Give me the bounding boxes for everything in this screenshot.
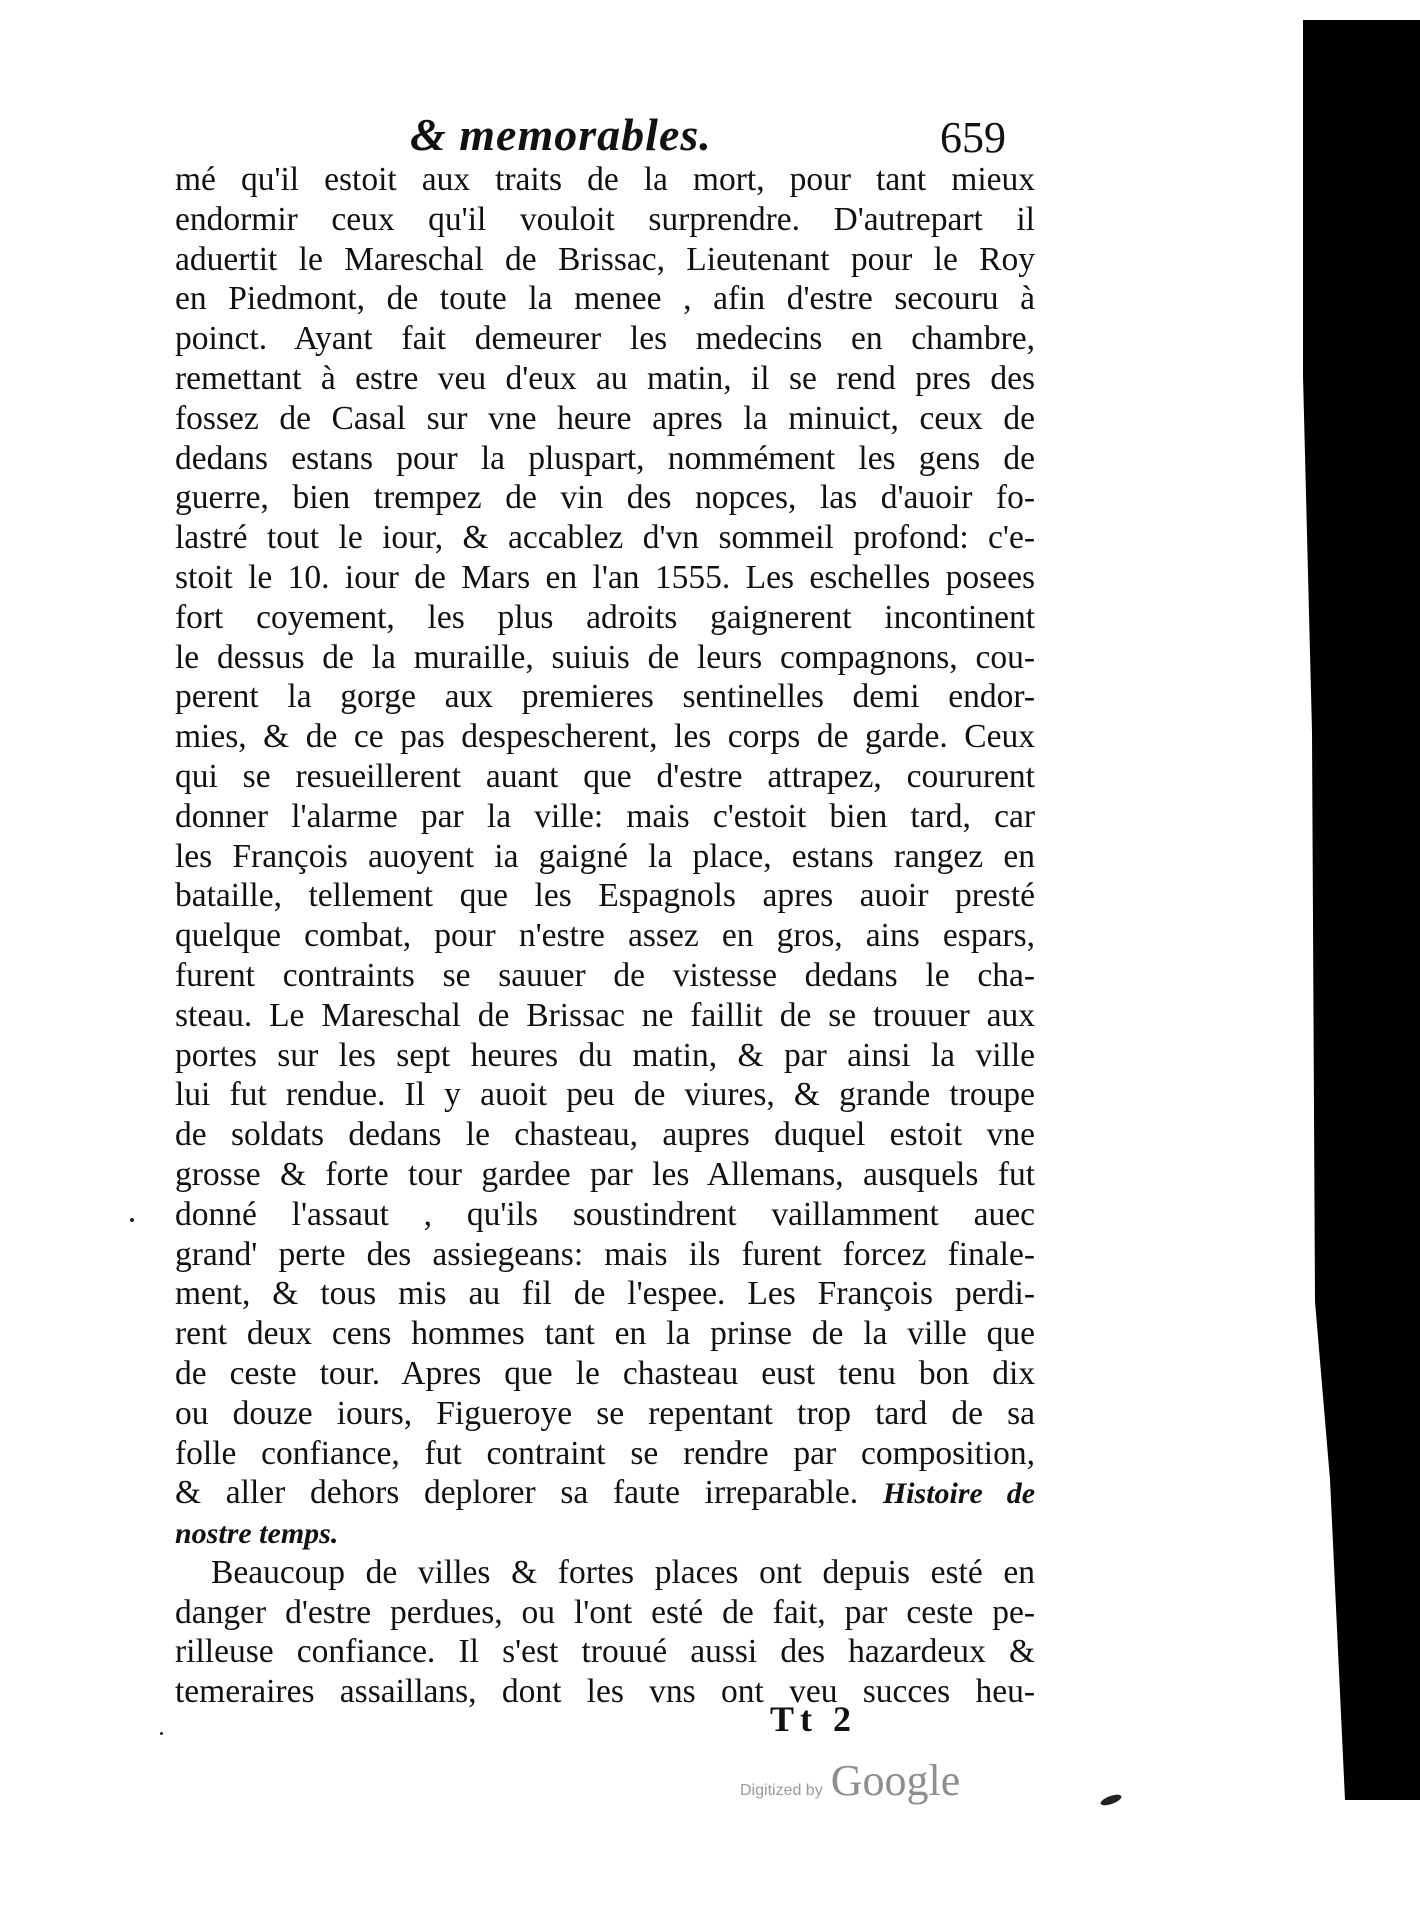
text-line: & aller dehors deplorer sa faute irreparable.	[175, 1474, 859, 1512]
text-line: poinct. Ayant fait demeurer les medecins en chambre,	[175, 320, 1035, 358]
text-line: bataille, tellement que les Espagnols apres auoir presté	[175, 877, 1035, 915]
text-line: guerre, bien trempez de vin des nopces, las d'auoir fo-	[175, 479, 1035, 517]
watermark-logo: Google	[830, 1756, 961, 1805]
text-line: en Piedmont, de toute la menee , afin d'estre secouru à	[175, 280, 1035, 318]
watermark-prefix: Digitized by	[740, 1782, 823, 1799]
source-note-continued	[175, 1513, 1035, 1553]
text-line: grand' perte des assiegeans: mais ils furent forcez finale-	[175, 1235, 1035, 1273]
text-line: furent contraints se sauuer de vistesse dedans le cha-	[175, 956, 1035, 994]
text-line: rilleuse confiance. Il s'est trouué aussi des hazardeux &	[175, 1633, 1035, 1671]
text-line: les François auoyent ia gaigné la place, estans rangez en	[175, 837, 1035, 875]
text-line: mé qu'il estoit aux traits de la mort, pour tant mieux	[175, 161, 1035, 198]
text-line: donner l'alarme par la ville: mais c'estoit bien tard, car	[175, 797, 1035, 835]
text-line: ment, & tous mis au fil de l'espee. Les François perdi-	[175, 1275, 1035, 1313]
text-line: endormir ceux qu'il vouloit surprendre. D'autrepart il	[175, 200, 1035, 238]
text-line: steau. Le Mareschal de Brissac ne faillit de se trouuer aux	[175, 996, 1035, 1034]
text-line: danger d'estre perdues, ou l'ont esté de fait, par ceste pe-	[175, 1593, 1035, 1631]
text-line: folle confiance, fut contraint se rendre par composition,	[175, 1434, 1035, 1472]
source-note: Histoire de	[882, 1477, 1036, 1511]
text-line: remettant à estre veu d'eux au matin, il se rend pres des	[175, 359, 1035, 397]
text-line: dedans estans pour la pluspart, nommément les gens de	[175, 439, 1035, 477]
text-line: quelque combat, pour n'estre assez en gros, ains espars,	[175, 917, 1035, 955]
signature-mark: Tt 2	[770, 1699, 857, 1739]
text-line: lastré tout le iour, & accablez d'vn sommeil profond: c'e-	[175, 519, 1035, 557]
text-line: le dessus de la muraille, suiuis de leurs compagnons, cou-	[175, 638, 1035, 676]
text-line: temeraires assaillans, dont les vns ont veu succes heu-	[175, 1673, 1035, 1711]
text-line: grosse & forte tour gardee par les Allemans, ausquels fut	[175, 1155, 1035, 1193]
ink-speck	[1099, 1792, 1122, 1807]
ink-speck	[130, 1218, 134, 1222]
body-text	[175, 160, 1035, 1712]
source-note: nostre temps.	[175, 1517, 339, 1551]
text-line: ou douze iours, Figueroye se repentant trop tard de sa	[175, 1394, 1035, 1432]
text-line: fossez de Casal sur vne heure apres la minuict, ceux de	[175, 399, 1035, 437]
book-binding-shadow	[1270, 20, 1420, 1800]
text-line: aduertit le Mareschal de Brissac, Lieutenant pour le Roy	[175, 240, 1035, 278]
text-line: mies, & de ce pas despescherent, les corps de garde. Ceux	[175, 718, 1035, 756]
text-line-with-source	[175, 1473, 1035, 1513]
text-line: Beaucoup de villes & fortes places ont depuis esté en	[211, 1553, 1035, 1591]
page-number: 659	[940, 113, 1006, 162]
running-title: & memorables.	[410, 109, 712, 160]
ink-speck	[160, 1732, 163, 1735]
text-line: portes sur les sept heures du matin, & par ainsi la ville	[175, 1036, 1035, 1074]
text-line: rent deux cens hommes tant en la prinse de la ville que	[175, 1315, 1035, 1353]
text-line: donné l'assaut , qu'ils soustindrent vaillamment auec	[175, 1195, 1035, 1233]
text-line: qui se resueillerent auant que d'estre attrapez, coururent	[175, 757, 1035, 795]
text-line: perent la gorge aux premieres sentinelles demi endor-	[175, 678, 1035, 716]
text-line: fort coyement, les plus adroits gaignerent incontinent	[175, 598, 1035, 636]
digitized-watermark	[740, 1755, 960, 1806]
text-line: stoit le 10. iour de Mars en l'an 1555. Les eschelles posees	[175, 558, 1035, 596]
text-line: de soldats dedans le chasteau, aupres duquel estoit vne	[175, 1116, 1035, 1154]
text-line: lui fut rendue. Il y auoit peu de viures, & grande troupe	[175, 1076, 1035, 1114]
text-line: de ceste tour. Apres que le chasteau eust tenu bon dix	[175, 1354, 1035, 1392]
